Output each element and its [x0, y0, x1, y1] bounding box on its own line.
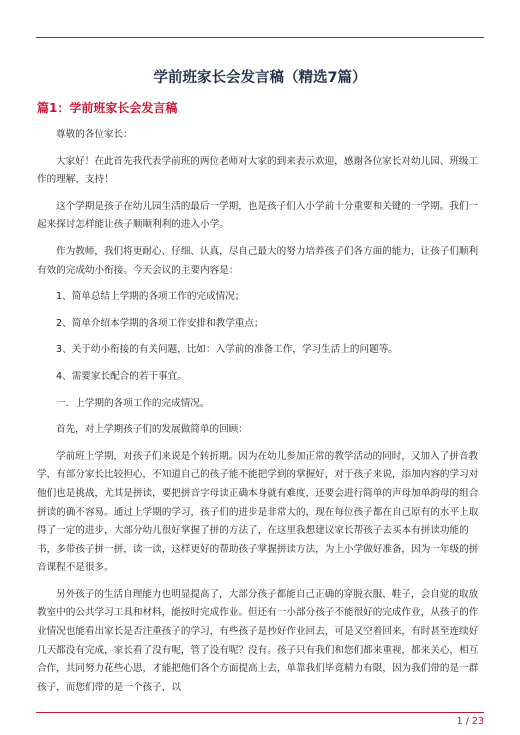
paragraph: 作为教师，我们将更耐心、仔细、认真，尽自己最大的努力培养孩子们各方面的能力，让孩子们顺利有效的完成幼小衔接。今天会议的主要内容是：	[37, 245, 479, 276]
paragraph: 2、简单介绍本学期的各项工作安排和教学重点；	[56, 317, 264, 329]
paragraph: 这个学期是孩子在幼儿园生活的最后一学期，也是孩子们入小学前十分重要和关键的一学期。我们一起来探讨怎样能让孩子顺顺利利的进入小学。	[37, 200, 479, 231]
paragraph: 首先，对上学期孩子们的发展做简单的回顾：	[56, 424, 248, 436]
paragraph: 另外孩子的生活自理能力也明显提高了，大部分孩子都能自己正确的穿脱衣服、鞋子，会自觉的取放教室中的公共学习工具和材料，能按时完成作业。但还有一小部分孩子不能很好的完成作业，从孩子的作业情况也能看出家长是否注重孩子的学习，有些孩子是抄好作业回去，可是又空着回来，有时甚至连续好几天都没有完成，家长看了没有呢，管了没有呢？没有。孩子只有我们和您们都来重视，都来关心，相互合作，共同努力花些心思，才能把他们各个方面提高上去，单靠我们毕竟精力有限，因为我们带的是一群孩子，而您们带的是一个孩子，以	[37, 588, 479, 693]
paragraph: 1、简单总结上学期的各项工作的完成情况；	[56, 291, 245, 303]
header-rule	[36, 37, 484, 38]
paragraph: 学前班上学期，对孩子们来说是个转折期。因为在幼儿参加正常的教学活动的同时，又加入了拼音教学，有部分家长比较担心，不知道自己的孩子能不能把学到的掌握好，对于孩子来说，添加内容的学习对他们也是挑战，尤其是拼读，要把拼音字母读正确本身就有难度，还要会进行简单的声母加单韵母的组合拼读的确不容易。通过上学期的学习，孩子们的进步是非常大的，现在每位孩子都在自己原有的水平上取得了一定的进步，大部分幼儿很好掌握了拼的方法了，在这里我想建议家长帮孩子去买本有拼读功能的书，多带孩子拼一拼，读一读，这样更好的帮助孩子掌握拼读方法，为上小学做好准备，因为一年级的拼音课程不是很多。	[37, 450, 479, 574]
document-title: 学前班家长会发言稿（精选7篇）	[153, 70, 367, 86]
paragraph: 4、需要家长配合的若干事宜。	[56, 370, 187, 382]
footer-rule	[36, 712, 484, 713]
document-body	[37, 126, 485, 705]
paragraph: 大家好！在此首先我代表学前班的两位老师对大家的到来表示欢迎，感谢各位家长对幼儿园、班级工作的理解、支持！	[37, 155, 479, 186]
section-heading: 篇1：学前班家长会发言稿	[37, 101, 178, 115]
paragraph: 尊敬的各位家长：	[56, 129, 133, 140]
paragraph: 一．上学期的各项工作的完成情况。	[56, 397, 210, 409]
page-number: 1 / 23	[456, 716, 484, 727]
paragraph: 3、关于幼小衔接的有关问题，比如：入学前的准备工作，学习生活上的问题等。	[56, 344, 398, 356]
